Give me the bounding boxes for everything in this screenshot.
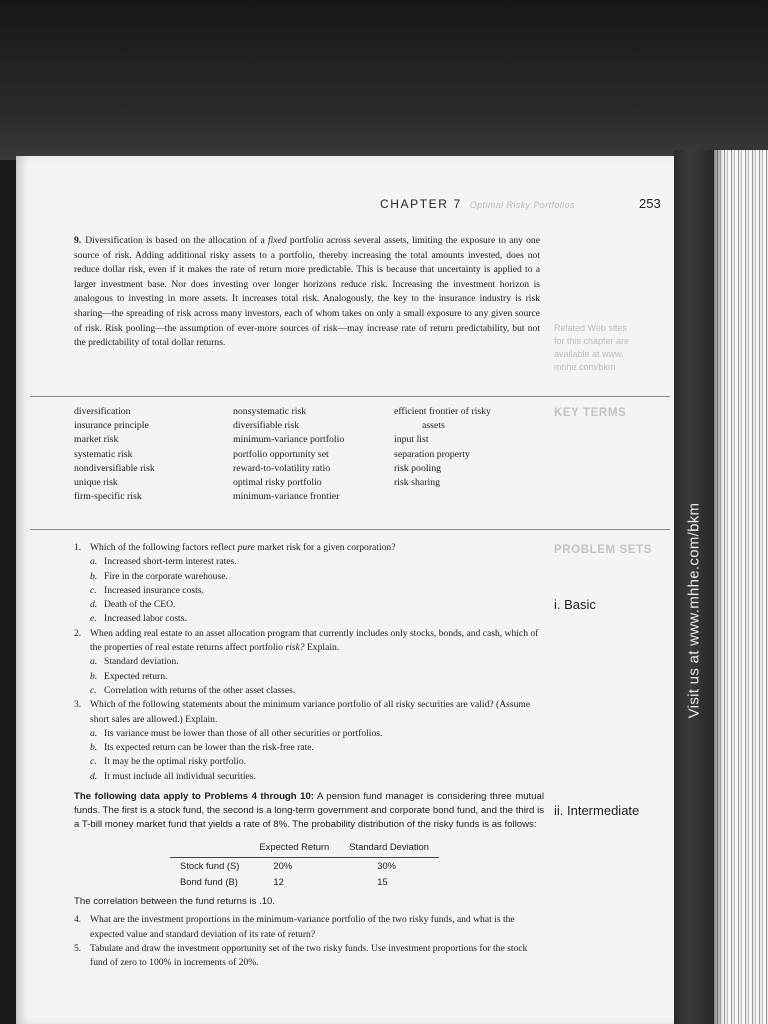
term: systematic risk: [74, 448, 133, 460]
key-terms-col-1: [74, 405, 155, 504]
option: [74, 755, 544, 769]
table-cell: Stock fund (S): [180, 860, 240, 872]
level-basic: i. Basic: [554, 597, 596, 612]
problem-2: [74, 627, 544, 656]
option-text: Standard deviation.: [104, 656, 179, 668]
term: input list: [394, 434, 429, 446]
option-letter: a.: [90, 556, 98, 568]
page-number: 253: [639, 196, 661, 211]
term: portfolio opportunity set: [233, 448, 329, 460]
option: [74, 655, 544, 669]
problem-4: [74, 913, 544, 942]
note-line: for this chapter are: [554, 336, 630, 346]
option-text: Its expected return can be lower than the risk-free rate.: [104, 742, 314, 754]
key-terms-col-3: [394, 405, 491, 490]
table-cell: 15: [377, 875, 388, 887]
term: nondiversifiable risk: [74, 462, 155, 474]
option: [74, 770, 544, 784]
option: [74, 584, 544, 598]
term: insurance principle: [74, 420, 149, 432]
option-text: Increased short-term interest rates.: [104, 556, 237, 568]
term: minimum-variance frontier: [233, 491, 340, 503]
option-letter: b.: [90, 570, 98, 582]
term: efficient frontier of risky: [394, 406, 491, 417]
term: minimum-variance portfolio: [233, 434, 345, 446]
option: [74, 570, 544, 584]
option-letter: c.: [90, 684, 97, 696]
section-divider: [30, 396, 670, 397]
term: assets: [422, 420, 445, 432]
problem-italic: risk?: [285, 642, 305, 654]
note-line: available at www.: [554, 349, 624, 359]
option-letter: b.: [90, 742, 98, 754]
problem-sets-heading: PROBLEM SETS: [554, 544, 652, 556]
term: market risk: [74, 434, 119, 446]
term: risk sharing: [394, 477, 440, 489]
chapter-label: CHAPTER 7: [380, 197, 462, 211]
option: [74, 598, 544, 612]
running-header: [380, 197, 575, 211]
problem-5: [74, 942, 544, 971]
page-edges-shadow: [714, 150, 724, 1024]
problem-number: 2.: [74, 627, 82, 639]
table-header: [170, 838, 249, 858]
term: diversification: [74, 406, 131, 417]
term: diversifiable risk: [233, 420, 300, 432]
option-text: It must include all individual securities.: [104, 770, 256, 782]
note-line: mhhe.com/bkm: [554, 362, 616, 372]
option-text: Death of the CEO.: [104, 599, 176, 611]
option: [74, 741, 544, 755]
option-letter: c.: [90, 584, 97, 596]
problem-text: Tabulate and draw the investment opportunity set of the two risky funds. Use investment proportions for the stock fund of zero to 100% in increments of 20%.: [90, 942, 528, 969]
option-text: Increased labor costs.: [104, 613, 187, 625]
option-letter: d.: [90, 770, 98, 782]
option-letter: d.: [90, 599, 98, 611]
term: nonsystematic risk: [233, 406, 307, 417]
option-text: It may be the optimal risky portfolio.: [104, 756, 247, 768]
term: separation property: [394, 448, 470, 460]
table-header-row: [170, 838, 439, 858]
term: optimal risky portfolio: [233, 477, 322, 489]
option-letter: b.: [90, 670, 98, 682]
table-header: Standard Deviation: [339, 838, 439, 858]
spine-url: Visit us at www.mhhe.com/bkm: [685, 502, 703, 718]
summary-text-a: Diversification is based on the allocation of a: [85, 235, 268, 246]
option-text: Its variance must be lower than those of all other securities or portfolios.: [104, 727, 383, 739]
term: unique risk: [74, 477, 118, 489]
intro-text: A pension fund manager is considering three mutual funds. The first is a stock fund, the second is a long-term government and corporate bond fund, and the third is a T-bill money market fund that yields a rate of 8%. The probability distribution of the risky funds is as follows:: [74, 791, 544, 831]
problem-text: Explain.: [304, 642, 340, 654]
table-row: [170, 874, 439, 889]
problem-italic: pure: [237, 542, 255, 553]
data-intro: [74, 790, 544, 832]
problem-list: [74, 541, 544, 970]
note-line: Related Web sites: [554, 323, 627, 333]
summary-text-b: portfolio across several assets, limiting the exposure to any one source of risk. Adding additional risky assets to a portfolio, thereby increasing the total amounts invested, does not reduce dollar risk, even if it makes the rate of return more predictable. This is because that uncertainty is applied to a larger investment base. Nor does investing over longer horizons reduce risk. Increasing the investment horizon is analogous to investing in more assets. It increases total risk. Analogously, the key to the insurance industry is risk sharing—the spreading of risk across many investors, each of whom takes on only a small exposure to any given source of risk. Risk pooling—the assumption of ever-more sources of risk—may increase rate of return predictability, but not the predictability of total dollar returns.: [74, 235, 540, 349]
problem-number: 5.: [74, 942, 82, 954]
table-cell: 20%: [273, 860, 293, 872]
table-row: [170, 858, 439, 874]
summary-item-9: [74, 234, 540, 351]
key-terms-col-2: [233, 405, 344, 504]
option-text: Increased insurance costs.: [104, 584, 204, 596]
table-cell: Bond fund (B): [180, 875, 238, 887]
problem-number: 3.: [74, 699, 82, 711]
table-header: Expected Return: [249, 838, 339, 858]
option-letter: a.: [90, 727, 98, 739]
key-terms-heading: KEY TERMS: [554, 407, 627, 419]
scanner-shadow-band: [0, 0, 768, 160]
option: [74, 555, 544, 569]
problem-text: What are the investment proportions in the minimum-variance portfolio of the two risky funds, and what is the expected value and standard deviation of its rate of return?: [90, 914, 515, 940]
option-text: Expected return.: [104, 670, 168, 682]
term: firm-specific risk: [74, 491, 142, 503]
option-letter: c.: [90, 756, 97, 768]
problem-text: Which of the following statements about the minimum variance portfolio of all risky securities are valid? (Assume short sales are allowed.) Explain.: [90, 699, 531, 725]
option-text: Fire in the corporate warehouse.: [104, 570, 228, 582]
problem-text: market risk for a given corporation?: [254, 542, 396, 553]
problem-number: 1.: [74, 542, 82, 553]
level-intermediate: ii. Intermediate: [554, 803, 640, 818]
option-letter: a.: [90, 656, 98, 668]
term: reward-to-volatility ratio: [233, 462, 331, 474]
problem-3: [74, 698, 544, 727]
section-divider: [30, 529, 670, 530]
problem-text: When adding real estate to an asset allocation program that currently includes only stocks, bonds, and cash, which of the properties of real estate returns affect portfolio: [90, 627, 539, 654]
summary-number: 9.: [74, 235, 82, 246]
table-cell: 30%: [377, 860, 397, 872]
option: [74, 612, 544, 626]
problem-1: [74, 541, 544, 555]
intro-bold: The following data apply to Problems 4 through 10:: [74, 791, 314, 803]
chapter-subtitle: Optimal Risky Portfolios: [469, 200, 575, 210]
fund-data-table: [170, 838, 439, 889]
problem-number: 4.: [74, 914, 82, 926]
option: [74, 727, 544, 741]
term: risk pooling: [394, 462, 442, 474]
summary-italic: fixed: [267, 235, 287, 246]
correlation-note: The correlation between the fund returns is .10.: [74, 895, 276, 907]
problem-text: Which of the following factors reflect: [90, 542, 238, 553]
web-sites-note: [554, 322, 629, 374]
option-letter: e.: [90, 613, 97, 625]
option-text: Correlation with returns of the other asset classes.: [104, 684, 296, 696]
option: [74, 684, 544, 698]
option: [74, 670, 544, 684]
table-cell: 12: [273, 875, 284, 887]
